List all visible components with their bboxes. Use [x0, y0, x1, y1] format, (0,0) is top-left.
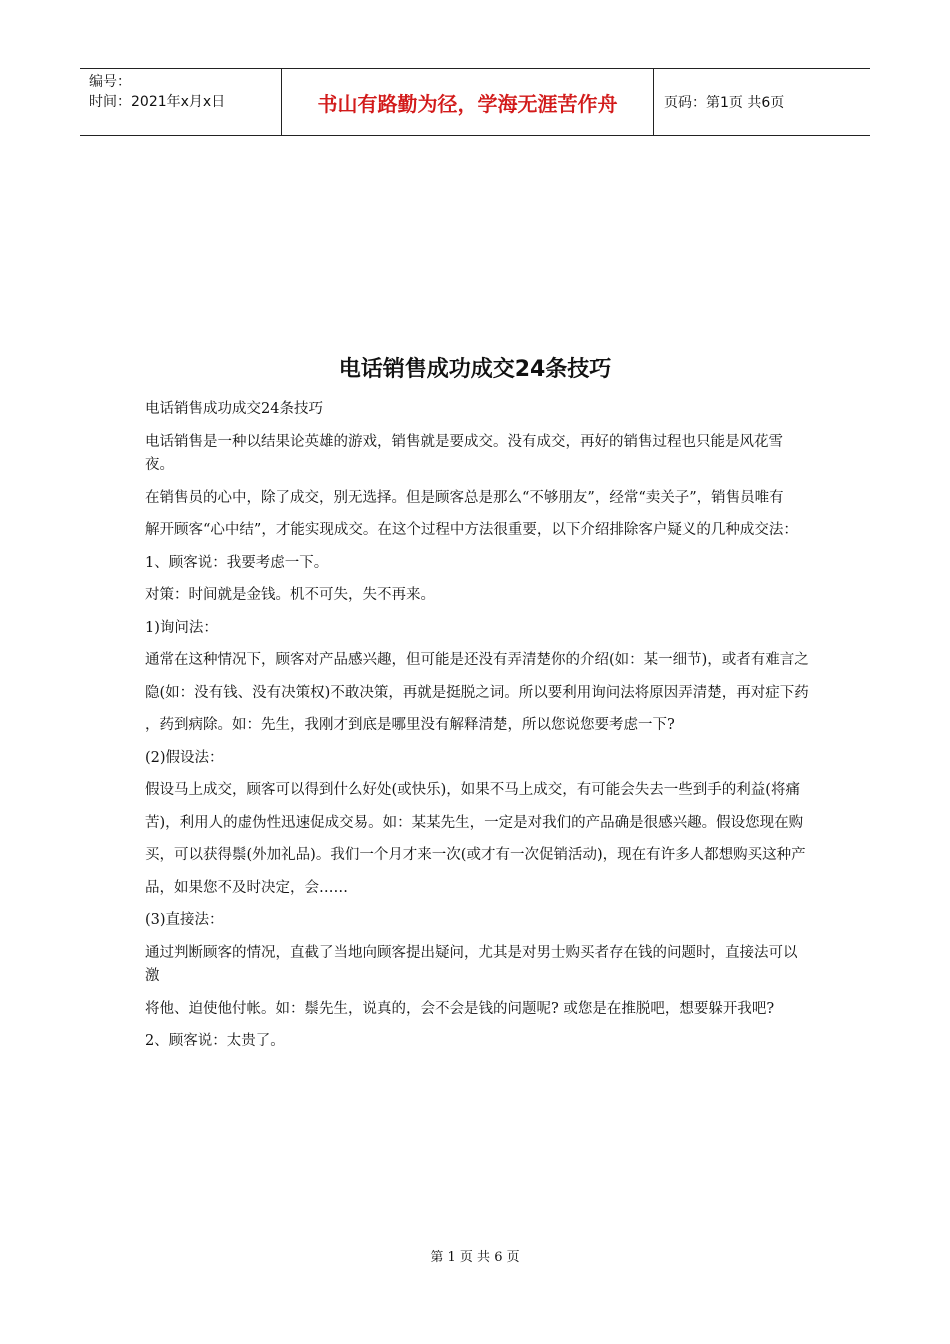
header-info-cell [80, 69, 282, 135]
header-motto-cell [282, 69, 654, 135]
paragraph: (3)直接法： [145, 912, 224, 928]
number-label: 编号： [89, 74, 131, 90]
paragraph: 在销售员的心中，除了成交，别无选择。但是顾客总是那么“不够朋友”，经常“卖关子”，销售员唯有 [145, 489, 784, 506]
paragraph: 对策：时间就是金钱。机不可失，失不再来。 [145, 587, 435, 603]
header-page-cell [654, 69, 870, 135]
document-body [145, 398, 810, 1063]
paragraph: 电话销售成功成交24条技巧 [145, 401, 323, 417]
page-number-label: 页码：第1页 共6页 [664, 95, 785, 111]
page-footer: 第 1 页 共 6 页 [430, 1250, 520, 1265]
paragraph: 1)询问法： [145, 619, 218, 636]
paragraph: 品，如果您不及时决定，会…… [145, 879, 348, 896]
paragraph: ，药到病除。如：先生，我刚才到底是哪里没有解释清楚，所以您说您要考虑一下? [145, 717, 675, 733]
paragraph: 通常在这种情况下，顾客对产品感兴趣，但可能是还没有弄清楚你的介绍(如：某一细节)，或者有难言之 [145, 652, 809, 668]
motto-text: 书山有路勤为径，学海无涯苦作舟 [317, 91, 618, 116]
paragraph: (2)假设法： [145, 749, 224, 766]
paragraph: 电话销售是一种以结果论英雄的游戏，销售就是要成交。没有成交，再好的销售过程也只能是风花雪夜。 [145, 433, 783, 473]
paragraph: 2、顾客说：太贵了。 [145, 1033, 285, 1049]
paragraph: 通过判断顾客的情况，直截了当地向顾客提出疑问，尤其是对男士购买者存在钱的问题时，直接法可以激 [145, 944, 798, 984]
paragraph: 隐(如：没有钱、没有决策权)不敢决策，再就是挺脱之词。所以要利用询问法将原因弄清楚，再对症下药 [145, 684, 809, 701]
time-label: 时间：2021年x月x日 [89, 94, 226, 110]
paragraph: 假设马上成交，顾客可以得到什么好处(或快乐)，如果不马上成交，有可能会失去一些到手的利益(将痛 [145, 782, 800, 798]
paragraph: 苦)，利用人的虚伪性迅速促成交易。如：某某先生，一定是对我们的产品确是很感兴趣。假设您现在购 [145, 814, 804, 831]
page-header [80, 68, 870, 136]
paragraph: 将他、迫使他付帐。如：鬃先生，说真的，会不会是钱的问题呢? 或您是在推脱吧，想要躲开我吧? [145, 1000, 775, 1017]
paragraph: 买，可以获得鬃(外加礼品)。我们一个月才来一次(或才有一次促销活动)，现在有许多人都想购买这种产 [145, 847, 806, 863]
document-title: 电话销售成功成交24条技巧 [338, 357, 612, 382]
paragraph: 1、顾客说：我要考虑一下。 [145, 554, 329, 571]
paragraph: 解开顾客“心中结”，才能实现成交。在这个过程中方法很重要，以下介绍排除客户疑义的几种成交法： [145, 522, 798, 538]
